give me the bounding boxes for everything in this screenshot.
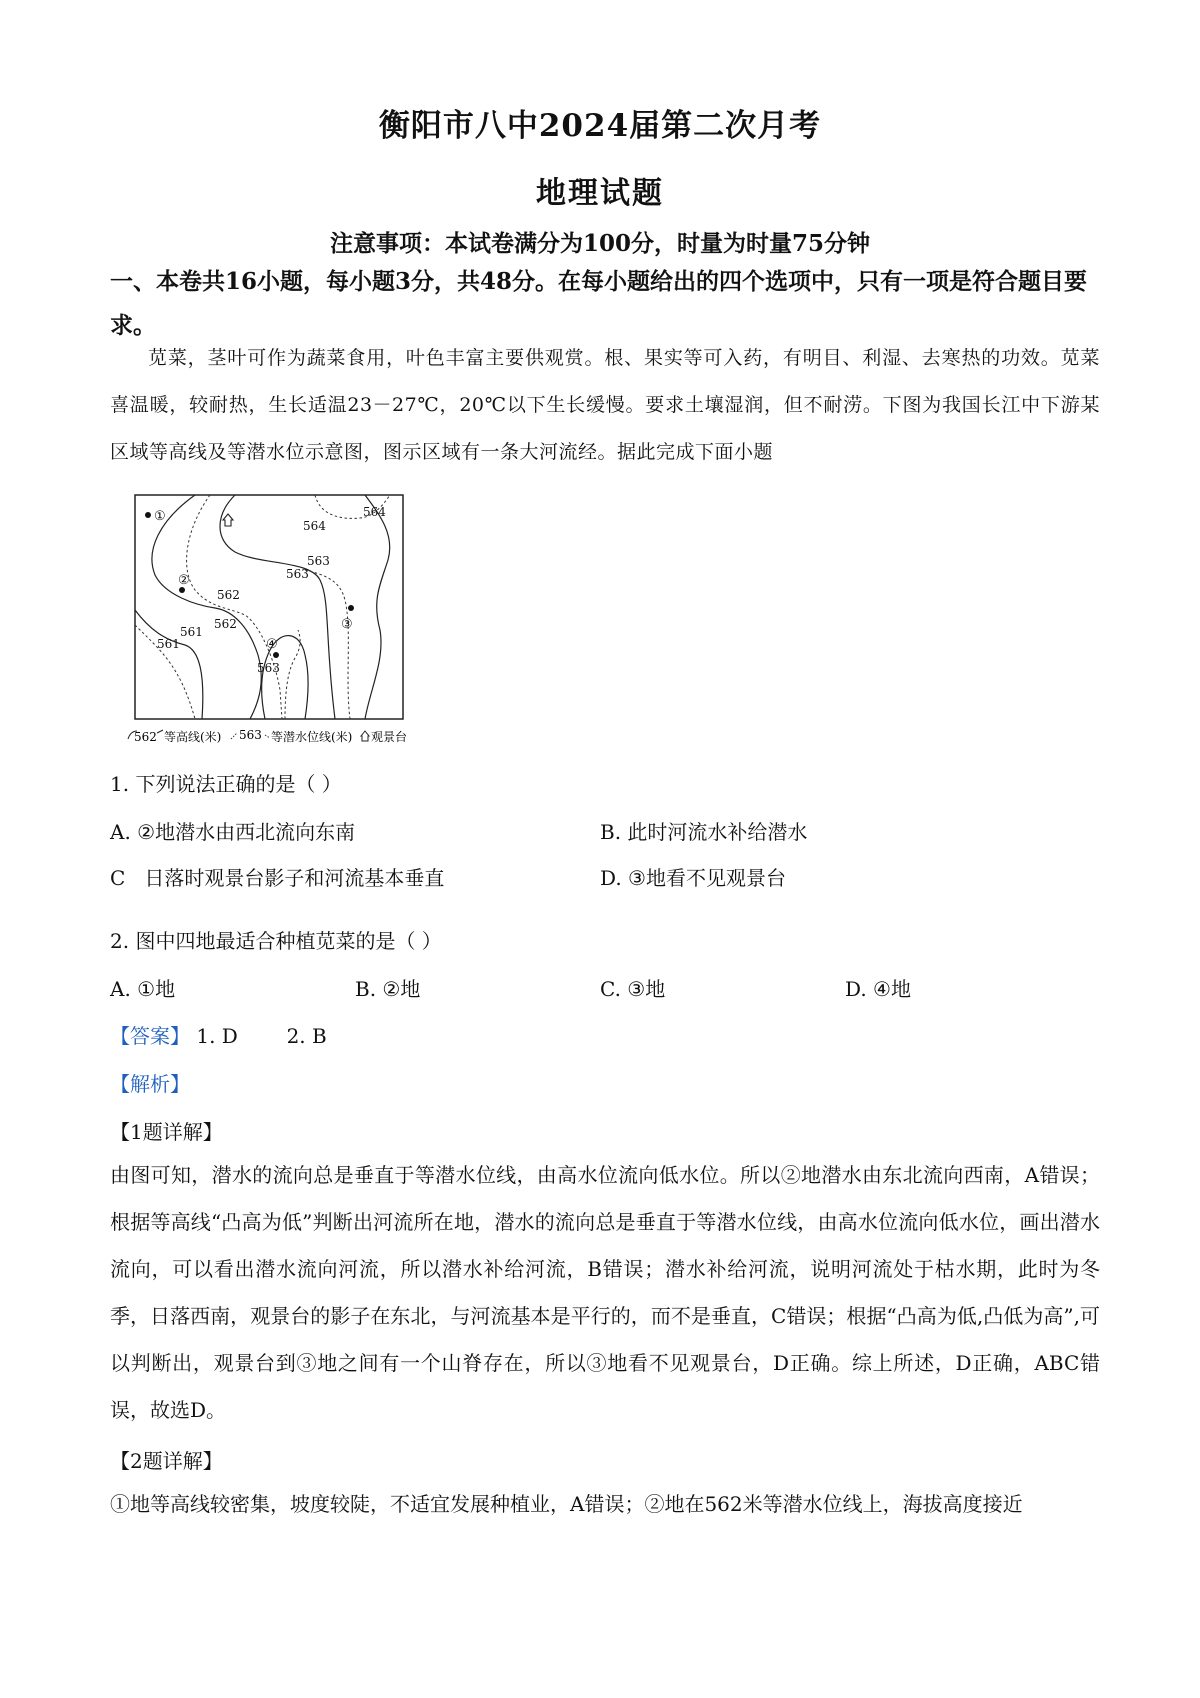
q1-detail-text xyxy=(110,1152,1100,1434)
section-instructions: 一、本卷共16小题，每小题3分，共48分。在每小题给出的四个选项中，只有一项是符合题目要求。 xyxy=(110,268,1088,339)
answer-1: 1. D xyxy=(196,1024,238,1048)
question-2-option-c: C. ③地 xyxy=(600,977,666,1001)
contour-map xyxy=(110,490,450,750)
answer-2: 2. B xyxy=(286,1024,327,1048)
legend-water-text: 等潜水位线(米) xyxy=(271,730,353,744)
point-1-dot xyxy=(145,512,151,518)
question-2-stem: 2. 图中四地最适合种植苋菜的是（ ） xyxy=(110,929,442,953)
question-1-option-c: C 日落时观景台影子和河流基本垂直 xyxy=(110,866,445,890)
question-1-option-b: B. 此时河流水补给潜水 xyxy=(600,820,808,844)
exam-title: 衡阳市八中2024届第二次月考 xyxy=(378,108,822,144)
point-4-dot xyxy=(273,652,279,658)
point-2-label: ② xyxy=(178,573,190,588)
legend-contour-value: 562 xyxy=(134,730,157,744)
contour-label: 563 xyxy=(257,661,280,675)
question-2-option-a: A. ①地 xyxy=(110,977,176,1001)
question-1-stem: 1. 下列说法正确的是（ ） xyxy=(110,772,342,796)
passage xyxy=(110,335,1100,476)
contour-label: 563 xyxy=(307,554,330,568)
point-3-dot xyxy=(348,605,354,611)
point-1-label: ① xyxy=(154,509,166,524)
contour-label: 562 xyxy=(217,588,240,602)
legend-platform-text: 观景台 xyxy=(371,730,408,744)
observation-platform-icon xyxy=(223,514,233,526)
contour-label: 561 xyxy=(180,625,203,639)
map-frame xyxy=(135,495,403,719)
contour-label: 563 xyxy=(286,567,309,581)
question-2-option-b: B. ②地 xyxy=(355,977,421,1001)
question-1-option-a: A. ②地潜水由西北流向东南 xyxy=(110,820,356,844)
q2-detail-text xyxy=(110,1481,1100,1528)
question-2-option-d: D. ④地 xyxy=(845,977,911,1001)
legend-contour-text: 等高线(米) xyxy=(164,730,222,744)
q2-detail-header: 【2题详解】 xyxy=(110,1449,223,1473)
q2-detail-paragraph: ①地等高线较密集，坡度较陡，不适宜发展种植业，A错误；②地在562米等潜水位线上，海拔高度接近 xyxy=(110,1492,1023,1516)
contour-label: 564 xyxy=(363,505,386,519)
passage-text: 苋菜，茎叶可作为蔬菜食用，叶色丰富主要供观赏。根、果实等可入药，有明目、利湿、去寒热的功效。苋菜喜温暖，较耐热，生长适温23－27℃，20℃以下生长缓慢。要求土壤湿润，但不耐涝。下图为我国长江中下游某区域等高线及等潜水位示意图，图示区域有一条大河流经。据此完成下面小题 xyxy=(110,347,1100,463)
contour-line xyxy=(152,495,261,719)
water-line xyxy=(187,495,282,719)
q1-detail-paragraph: 由图可知，潜水的流向总是垂直于等潜水位线，由高水位流向低水位。所以②地潜水由东北流向西南，A错误；根据等高线“凸高为低”判断出河流所在地，潜水的流向总是垂直于等潜水位线，由高水位流向低水位，画出潜水流向，可以看出潜水流向河流，所以潜水补给河流，B错误；潜水补给河流，说明河流处于枯水期，此时为冬季，日落西南，观景台的影子在东北，与河流基本是平行的，而不是垂直，C错误；根据“凸高为低,凸低为高”,可以判断出，观景台到③地之间有一个山脊存在，所以③地看不见观景台，D正确。综上所述，D正确，ABC错误，故选D。 xyxy=(110,1163,1100,1422)
contour-label: 564 xyxy=(303,519,326,533)
water-line xyxy=(285,630,300,719)
water-line xyxy=(305,570,350,719)
exam-notice: 注意事项：本试卷满分为100分，时量为时量75分钟 xyxy=(329,230,871,257)
point-3-label: ③ xyxy=(341,617,353,632)
answer-row xyxy=(110,1020,327,1049)
legend-platform-icon xyxy=(361,731,369,741)
answer-label: 【答案】 xyxy=(110,1024,190,1048)
contour-label: 561 xyxy=(157,637,180,651)
contour-line xyxy=(365,495,390,719)
legend-water-value: 563 xyxy=(239,728,262,742)
map-legend xyxy=(128,728,407,744)
point-4-label: ④ xyxy=(266,637,278,652)
q1-detail-header: 【1题详解】 xyxy=(110,1120,223,1144)
exam-subject: 地理试题 xyxy=(536,176,664,211)
question-1-option-d: D. ③地看不见观景台 xyxy=(600,866,786,890)
analysis-label: 【解析】 xyxy=(110,1072,190,1096)
contour-label: 562 xyxy=(214,617,237,631)
